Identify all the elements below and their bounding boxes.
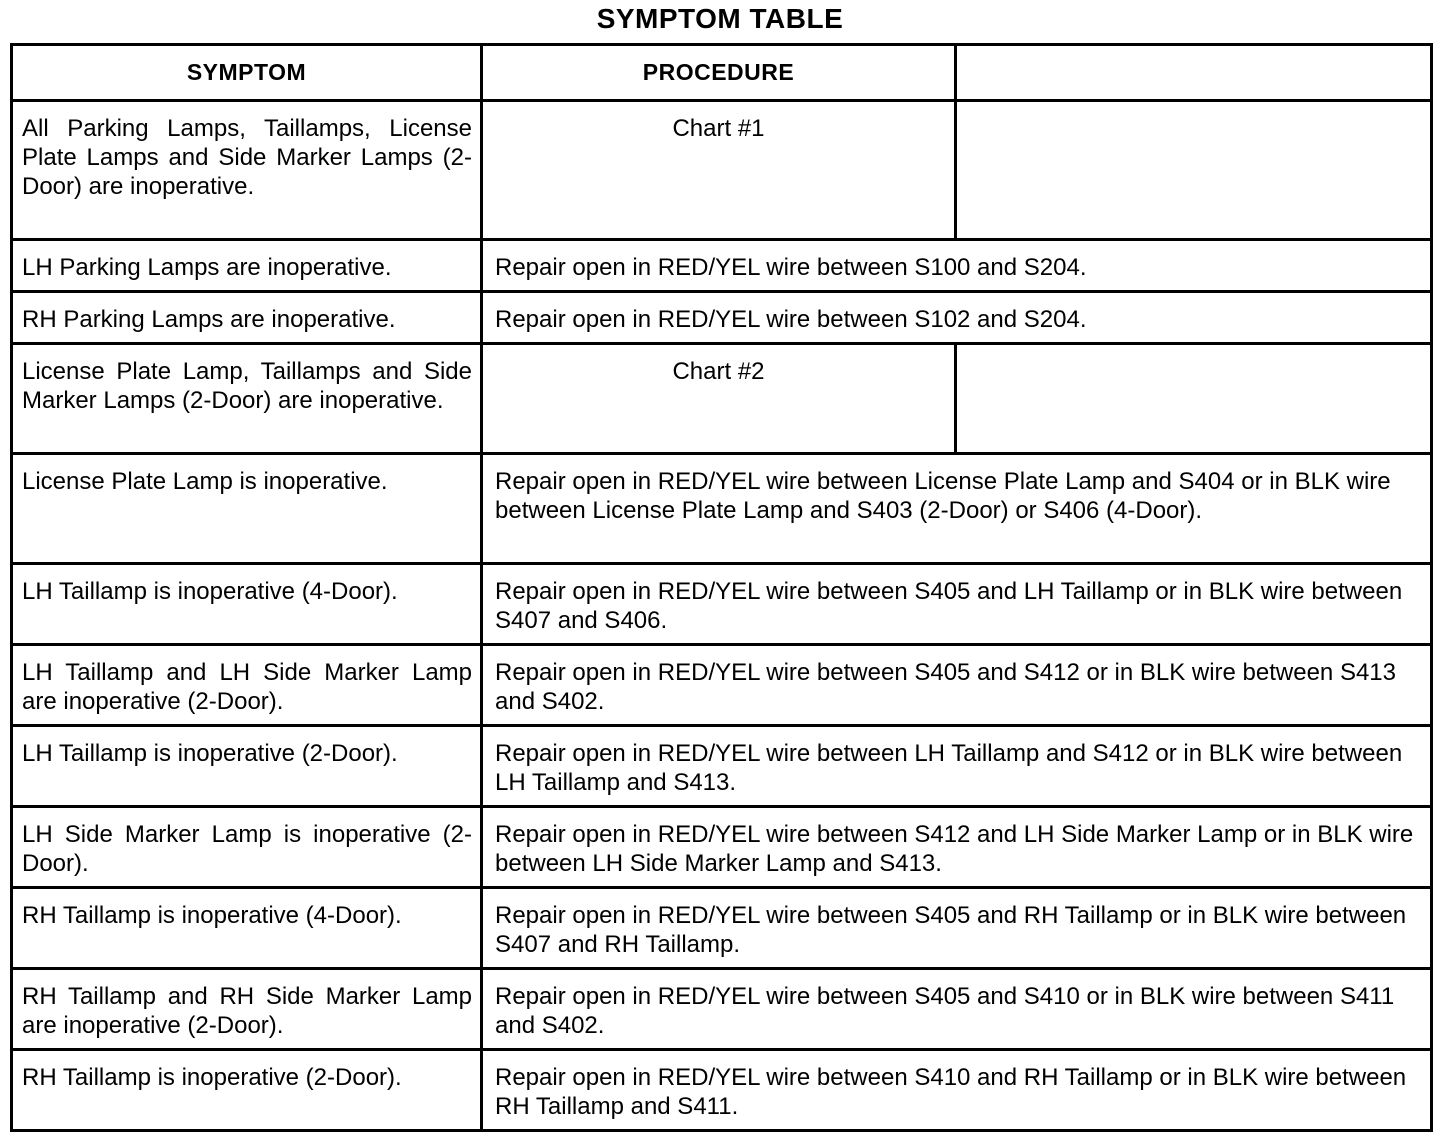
symptom-cell: LH Side Marker Lamp is inoperative (2-Door). — [12, 807, 482, 888]
chart-reference-cell: Chart #2 — [482, 344, 956, 454]
header-extra — [956, 45, 1432, 101]
chart-reference-cell: Chart #1 — [482, 101, 956, 240]
table-row — [12, 240, 1432, 292]
empty-cell — [956, 344, 1432, 454]
procedure-cell: Repair open in RED/YEL wire between S405 and S410 or in BLK wire between S411 and S402. — [482, 969, 1432, 1050]
table-row — [12, 969, 1432, 1050]
symptom-table — [10, 43, 1433, 1132]
procedure-cell: Repair open in RED/YEL wire between S410 and RH Taillamp or in BLK wire between RH Taillamp and S411. — [482, 1050, 1432, 1131]
symptom-cell: LH Parking Lamps are inoperative. — [12, 240, 482, 292]
empty-cell — [956, 101, 1432, 240]
table-row — [12, 888, 1432, 969]
header-symptom: SYMPTOM — [12, 45, 482, 101]
table-row — [12, 292, 1432, 344]
table-row — [12, 645, 1432, 726]
symptom-cell: RH Taillamp is inoperative (4-Door). — [12, 888, 482, 969]
procedure-cell: Repair open in RED/YEL wire between S405 and RH Taillamp or in BLK wire between S407 and RH Taillamp. — [482, 888, 1432, 969]
table-header-row — [12, 45, 1432, 101]
table-row — [12, 726, 1432, 807]
procedure-cell: Repair open in RED/YEL wire between S412 and LH Side Marker Lamp or in BLK wire between LH Side Marker Lamp and S413. — [482, 807, 1432, 888]
page-title: SYMPTOM TABLE — [596, 3, 844, 34]
header-procedure: PROCEDURE — [482, 45, 956, 101]
table-row — [12, 564, 1432, 645]
procedure-cell: Repair open in RED/YEL wire between License Plate Lamp and S404 or in BLK wire between License Plate Lamp and S403 (2-Door) or S406 (4-Door). — [482, 454, 1432, 564]
table-row — [12, 101, 1432, 240]
table-row — [12, 807, 1432, 888]
table-row — [12, 1050, 1432, 1131]
table-row — [12, 454, 1432, 564]
procedure-cell: Repair open in RED/YEL wire between S100 and S204. — [482, 240, 1432, 292]
table-row — [12, 344, 1432, 454]
symptom-cell: License Plate Lamp is inoperative. — [12, 454, 482, 564]
symptom-cell: LH Taillamp and LH Side Marker Lamp are inoperative (2-Door). — [12, 645, 482, 726]
procedure-cell: Repair open in RED/YEL wire between S405 and S412 or in BLK wire between S413 and S402. — [482, 645, 1432, 726]
symptom-cell: RH Taillamp and RH Side Marker Lamp are inoperative (2-Door). — [12, 969, 482, 1050]
symptom-cell: All Parking Lamps, Taillamps, License Plate Lamps and Side Marker Lamps (2-Door) are inoperative. — [12, 101, 482, 240]
symptom-cell: License Plate Lamp, Taillamps and Side Marker Lamps (2-Door) are inoperative. — [12, 344, 482, 454]
symptom-cell: RH Parking Lamps are inoperative. — [12, 292, 482, 344]
symptom-cell: LH Taillamp is inoperative (2-Door). — [12, 726, 482, 807]
procedure-cell: Repair open in RED/YEL wire between S102 and S204. — [482, 292, 1432, 344]
symptom-cell: LH Taillamp is inoperative (4-Door). — [12, 564, 482, 645]
symptom-cell: RH Taillamp is inoperative (2-Door). — [12, 1050, 482, 1131]
procedure-cell: Repair open in RED/YEL wire between S405 and LH Taillamp or in BLK wire between S407 and S406. — [482, 564, 1432, 645]
procedure-cell: Repair open in RED/YEL wire between LH Taillamp and S412 or in BLK wire between LH Taillamp and S413. — [482, 726, 1432, 807]
